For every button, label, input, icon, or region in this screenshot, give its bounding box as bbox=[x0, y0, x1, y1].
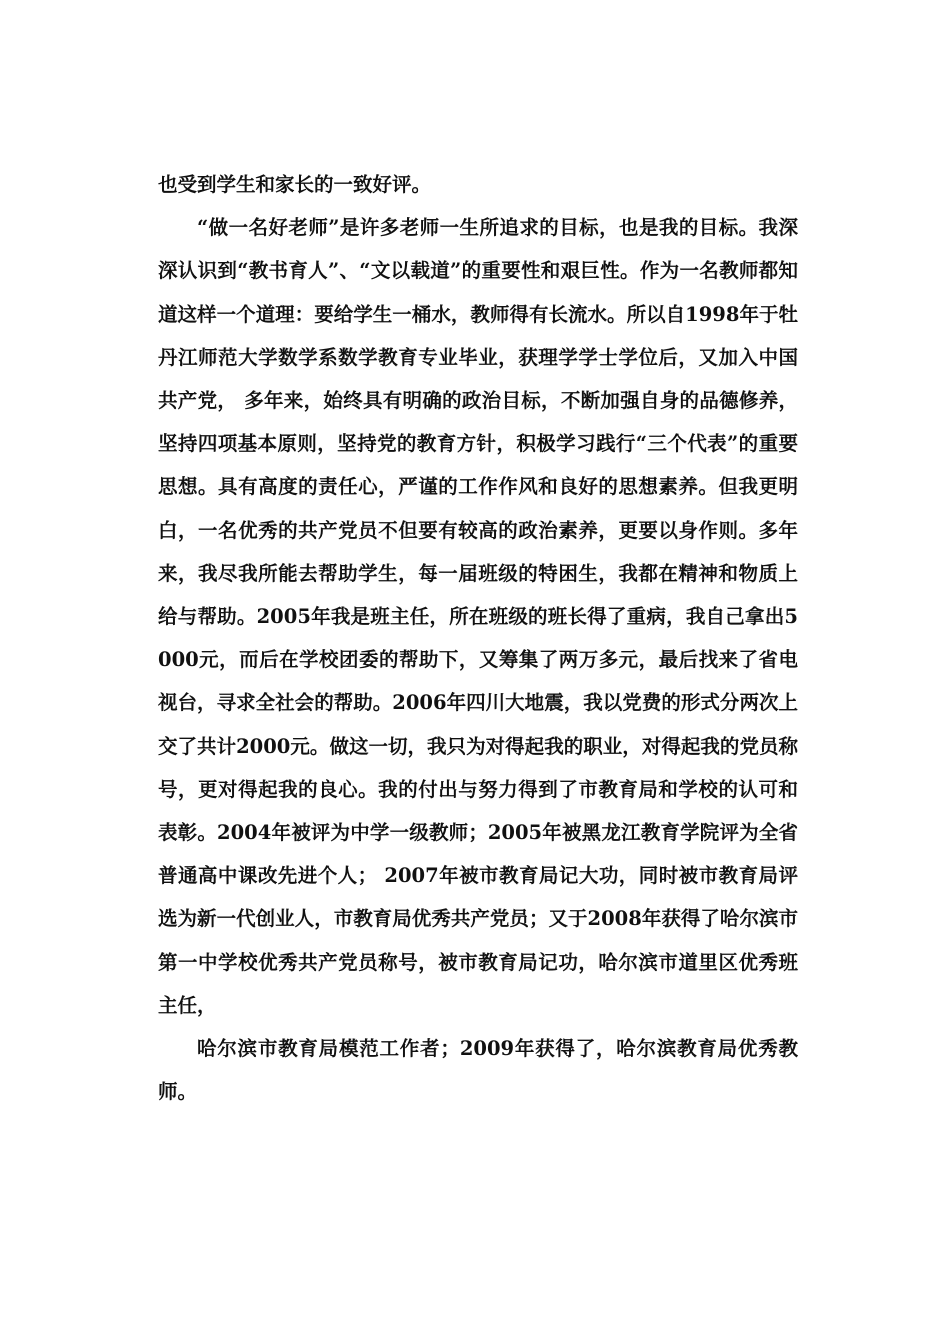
body-text bbox=[158, 163, 798, 1113]
paragraph-closing: 哈尔滨市教育局模范工作者；2009年获得了，哈尔滨教育局优秀教师。 bbox=[158, 1037, 798, 1104]
paragraph-continuation: 也受到学生和家长的一致好评。 bbox=[158, 173, 432, 196]
paragraph-main: “做一名好老师”是许多老师一生所追求的目标，也是我的目标。我深深认识到“教书育人”、“文以载道”的重要性和艰巨性。作为一名教师都知道这样一个道理：要给学生一桶水，教师得有长流水。所以自1998年于牡丹江师范大学数学系数学教育专业毕业，获理学学士学位后，又加入中国共产党， 多年来，始终具有明确的政治目标，不断加强自身的品德修养，坚持四项基本原则，坚持党的教育方针，积极学习践行“三个代表”的重要思想。具有高度的责任心，严谨的工作作风和良好的思想素养。但我更明白，一名优秀的共产党员不但要有较高的政治素养，更要以身作则。多年来，我尽我所能去帮助学生，每一届班级的特困生，我都在精神和物质上给与帮助。2005年我是班主任，所在班级的班长得了重病，我自己拿出5000元，而后在学校团委的帮助下，又筹集了两万多元，最后找来了省电视台，寻求全社会的帮助。2006年四川大地震，我以党费的形式分两次上交了共计2000元。做这一切，我只为对得起我的职业，对得起我的党员称号，更对得起我的良心。我的付出与努力得到了市教育局和学校的认可和表彰。2004年被评为中学一级教师；2005年被黑龙江教育学院评为全省普通高中课改先进个人； 2007年被市教育局记大功，同时被市教育局评选为新一代创业人，市教育局优秀共产党员；又于2008年获得了哈尔滨市第一中学校优秀共产党员称号，被市教育局记功，哈尔滨市道里区优秀班主任， bbox=[158, 216, 798, 1017]
